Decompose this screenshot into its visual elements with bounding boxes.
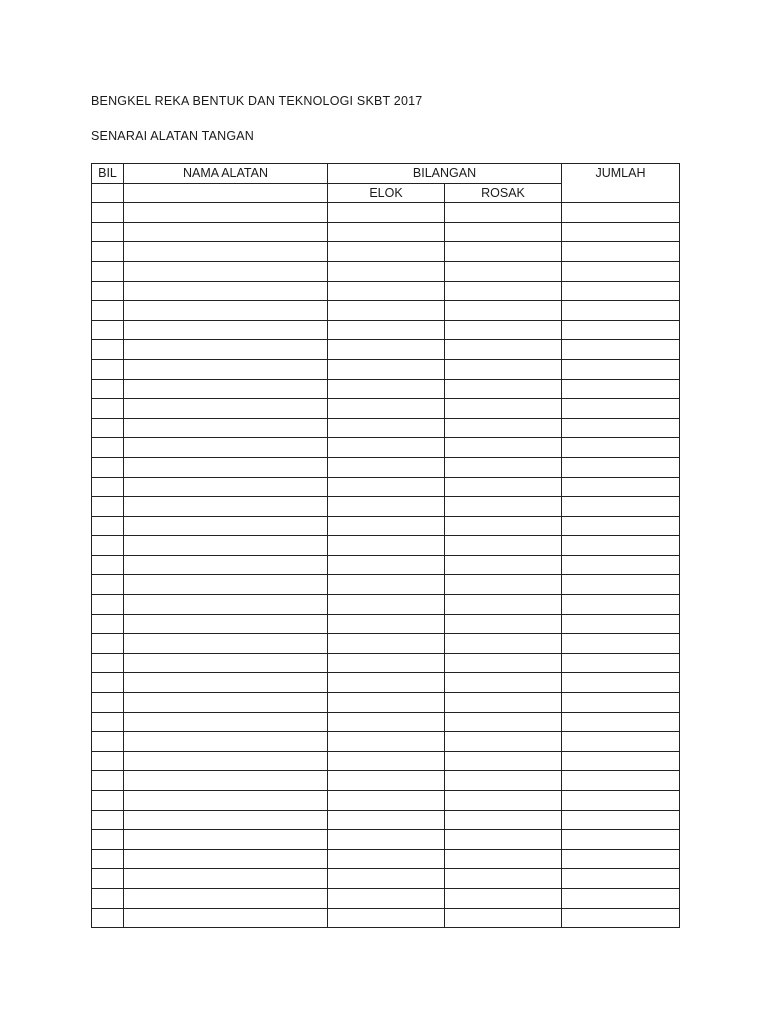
table-row — [92, 222, 680, 242]
rosak-cell — [445, 849, 562, 869]
rosak-cell — [445, 301, 562, 321]
jumlah-cell — [562, 477, 680, 497]
bil-cell — [92, 751, 124, 771]
rosak-cell — [445, 359, 562, 379]
rosak-cell — [445, 614, 562, 634]
jumlah-cell — [562, 203, 680, 223]
table-row — [92, 595, 680, 615]
table-row — [92, 477, 680, 497]
nama-alatan-cell — [124, 771, 328, 791]
table-row — [92, 614, 680, 634]
rosak-cell — [445, 222, 562, 242]
nama-alatan-cell — [124, 693, 328, 713]
rosak-cell — [445, 320, 562, 340]
bil-cell — [92, 791, 124, 811]
elok-cell — [328, 693, 445, 713]
nama-alatan-cell — [124, 830, 328, 850]
elok-cell — [328, 497, 445, 517]
elok-cell — [328, 732, 445, 752]
bil-cell — [92, 888, 124, 908]
bil-cell — [92, 575, 124, 595]
elok-cell — [328, 399, 445, 419]
table-row — [92, 340, 680, 360]
jumlah-cell — [562, 712, 680, 732]
nama-alatan-cell — [124, 516, 328, 536]
bil-cell — [92, 595, 124, 615]
jumlah-cell — [562, 693, 680, 713]
bil-cell — [92, 908, 124, 928]
table-row — [92, 497, 680, 517]
elok-cell — [328, 751, 445, 771]
table-row — [92, 457, 680, 477]
nama-alatan-cell — [124, 242, 328, 262]
elok-cell — [328, 242, 445, 262]
jumlah-cell — [562, 320, 680, 340]
rosak-cell — [445, 830, 562, 850]
bil-cell — [92, 869, 124, 889]
elok-cell — [328, 379, 445, 399]
nama-alatan-cell — [124, 399, 328, 419]
nama-alatan-cell — [124, 575, 328, 595]
table-row — [92, 379, 680, 399]
bil-cell — [92, 516, 124, 536]
rosak-cell — [445, 281, 562, 301]
elok-cell — [328, 653, 445, 673]
bil-cell — [92, 555, 124, 575]
nama-alatan-cell — [124, 457, 328, 477]
elok-cell — [328, 301, 445, 321]
elok-cell — [328, 908, 445, 928]
jumlah-cell — [562, 359, 680, 379]
nama-alatan-cell — [124, 301, 328, 321]
rosak-cell — [445, 203, 562, 223]
table-row — [92, 634, 680, 654]
table-row — [92, 242, 680, 262]
table-row — [92, 732, 680, 752]
rosak-cell — [445, 457, 562, 477]
bil-cell — [92, 712, 124, 732]
table-row — [92, 301, 680, 321]
elok-cell — [328, 457, 445, 477]
bil-cell — [92, 673, 124, 693]
elok-cell — [328, 261, 445, 281]
nama-alatan-cell — [124, 536, 328, 556]
rosak-cell — [445, 869, 562, 889]
bil-cell — [92, 340, 124, 360]
bil-cell — [92, 203, 124, 223]
elok-cell — [328, 673, 445, 693]
elok-cell — [328, 869, 445, 889]
rosak-cell — [445, 497, 562, 517]
jumlah-cell — [562, 301, 680, 321]
elok-cell — [328, 340, 445, 360]
rosak-cell — [445, 261, 562, 281]
table-row — [92, 673, 680, 693]
elok-cell — [328, 281, 445, 301]
rosak-cell — [445, 575, 562, 595]
elok-cell — [328, 418, 445, 438]
nama-alatan-cell — [124, 732, 328, 752]
nama-alatan-cell — [124, 222, 328, 242]
elok-cell — [328, 888, 445, 908]
bil-cell — [92, 771, 124, 791]
elok-cell — [328, 359, 445, 379]
elok-cell — [328, 634, 445, 654]
table-row — [92, 653, 680, 673]
jumlah-cell — [562, 634, 680, 654]
rosak-cell — [445, 810, 562, 830]
elok-cell — [328, 791, 445, 811]
rosak-cell — [445, 653, 562, 673]
nama-alatan-cell — [124, 810, 328, 830]
table-row — [92, 516, 680, 536]
bil-cell — [92, 457, 124, 477]
header-bil-blank — [92, 183, 124, 203]
elok-cell — [328, 536, 445, 556]
jumlah-cell — [562, 261, 680, 281]
nama-alatan-cell — [124, 497, 328, 517]
jumlah-cell — [562, 908, 680, 928]
rosak-cell — [445, 536, 562, 556]
bil-cell — [92, 301, 124, 321]
rosak-cell — [445, 595, 562, 615]
bil-cell — [92, 693, 124, 713]
jumlah-cell — [562, 242, 680, 262]
elok-cell — [328, 830, 445, 850]
header-nama-blank — [124, 183, 328, 203]
nama-alatan-cell — [124, 888, 328, 908]
nama-alatan-cell — [124, 555, 328, 575]
nama-alatan-cell — [124, 379, 328, 399]
nama-alatan-cell — [124, 614, 328, 634]
rosak-cell — [445, 555, 562, 575]
jumlah-cell — [562, 653, 680, 673]
rosak-cell — [445, 751, 562, 771]
header-bil: BIL — [92, 164, 124, 184]
table-row — [92, 712, 680, 732]
jumlah-cell — [562, 418, 680, 438]
bil-cell — [92, 497, 124, 517]
rosak-cell — [445, 908, 562, 928]
nama-alatan-cell — [124, 418, 328, 438]
header-bilangan: BILANGAN — [328, 164, 562, 184]
nama-alatan-cell — [124, 340, 328, 360]
rosak-cell — [445, 516, 562, 536]
bil-cell — [92, 261, 124, 281]
table-row — [92, 359, 680, 379]
rosak-cell — [445, 693, 562, 713]
nama-alatan-cell — [124, 281, 328, 301]
nama-alatan-cell — [124, 712, 328, 732]
nama-alatan-cell — [124, 653, 328, 673]
tools-table — [91, 163, 680, 928]
jumlah-cell — [562, 830, 680, 850]
table-row — [92, 771, 680, 791]
table-row — [92, 399, 680, 419]
nama-alatan-cell — [124, 673, 328, 693]
header-elok: ELOK — [328, 183, 445, 203]
rosak-cell — [445, 771, 562, 791]
nama-alatan-cell — [124, 751, 328, 771]
elok-cell — [328, 555, 445, 575]
elok-cell — [328, 595, 445, 615]
nama-alatan-cell — [124, 791, 328, 811]
nama-alatan-cell — [124, 634, 328, 654]
rosak-cell — [445, 673, 562, 693]
nama-alatan-cell — [124, 908, 328, 928]
bil-cell — [92, 320, 124, 340]
jumlah-cell — [562, 732, 680, 752]
bil-cell — [92, 418, 124, 438]
jumlah-cell — [562, 849, 680, 869]
bil-cell — [92, 242, 124, 262]
rosak-cell — [445, 340, 562, 360]
table-row — [92, 438, 680, 458]
jumlah-cell — [562, 888, 680, 908]
jumlah-cell — [562, 771, 680, 791]
header-rosak: ROSAK — [445, 183, 562, 203]
jumlah-cell — [562, 438, 680, 458]
bil-cell — [92, 830, 124, 850]
document-subtitle: SENARAI ALATAN TANGAN — [91, 129, 255, 143]
elok-cell — [328, 771, 445, 791]
elok-cell — [328, 438, 445, 458]
nama-alatan-cell — [124, 261, 328, 281]
nama-alatan-cell — [124, 477, 328, 497]
nama-alatan-cell — [124, 869, 328, 889]
jumlah-cell — [562, 575, 680, 595]
table-row — [92, 575, 680, 595]
elok-cell — [328, 477, 445, 497]
elok-cell — [328, 222, 445, 242]
elok-cell — [328, 810, 445, 830]
nama-alatan-cell — [124, 203, 328, 223]
bil-cell — [92, 634, 124, 654]
bil-cell — [92, 281, 124, 301]
table-row — [92, 203, 680, 223]
table-row — [92, 418, 680, 438]
document-title: BENGKEL REKA BENTUK DAN TEKNOLOGI SKBT 2017 — [91, 94, 423, 108]
rosak-cell — [445, 791, 562, 811]
jumlah-cell — [562, 614, 680, 634]
bil-cell — [92, 222, 124, 242]
jumlah-cell — [562, 810, 680, 830]
jumlah-cell — [562, 751, 680, 771]
elok-cell — [328, 849, 445, 869]
rosak-cell — [445, 242, 562, 262]
table-row — [92, 320, 680, 340]
bil-cell — [92, 399, 124, 419]
jumlah-cell — [562, 673, 680, 693]
rosak-cell — [445, 888, 562, 908]
jumlah-cell — [562, 555, 680, 575]
jumlah-cell — [562, 281, 680, 301]
table-row — [92, 751, 680, 771]
bil-cell — [92, 810, 124, 830]
table-row — [92, 791, 680, 811]
table-row — [92, 869, 680, 889]
table-row — [92, 261, 680, 281]
header-row-1 — [92, 164, 680, 184]
bil-cell — [92, 438, 124, 458]
bil-cell — [92, 477, 124, 497]
nama-alatan-cell — [124, 320, 328, 340]
jumlah-cell — [562, 497, 680, 517]
elok-cell — [328, 614, 445, 634]
nama-alatan-cell — [124, 438, 328, 458]
table-body — [92, 203, 680, 928]
nama-alatan-cell — [124, 849, 328, 869]
jumlah-cell — [562, 399, 680, 419]
elok-cell — [328, 575, 445, 595]
bil-cell — [92, 732, 124, 752]
nama-alatan-cell — [124, 359, 328, 379]
elok-cell — [328, 203, 445, 223]
rosak-cell — [445, 379, 562, 399]
jumlah-cell — [562, 222, 680, 242]
jumlah-cell — [562, 791, 680, 811]
bil-cell — [92, 653, 124, 673]
table-row — [92, 810, 680, 830]
jumlah-cell — [562, 516, 680, 536]
rosak-cell — [445, 399, 562, 419]
table-row — [92, 888, 680, 908]
jumlah-cell — [562, 379, 680, 399]
table-row — [92, 830, 680, 850]
rosak-cell — [445, 634, 562, 654]
jumlah-cell — [562, 536, 680, 556]
elok-cell — [328, 516, 445, 536]
table-row — [92, 555, 680, 575]
header-jumlah: JUMLAH — [562, 164, 680, 203]
jumlah-cell — [562, 340, 680, 360]
nama-alatan-cell — [124, 595, 328, 615]
table-row — [92, 908, 680, 928]
jumlah-cell — [562, 595, 680, 615]
jumlah-cell — [562, 869, 680, 889]
rosak-cell — [445, 732, 562, 752]
bil-cell — [92, 536, 124, 556]
bil-cell — [92, 614, 124, 634]
table-row — [92, 849, 680, 869]
rosak-cell — [445, 477, 562, 497]
rosak-cell — [445, 712, 562, 732]
rosak-cell — [445, 418, 562, 438]
header-nama-alatan: NAMA ALATAN — [124, 164, 328, 184]
jumlah-cell — [562, 457, 680, 477]
elok-cell — [328, 712, 445, 732]
elok-cell — [328, 320, 445, 340]
rosak-cell — [445, 438, 562, 458]
table-row — [92, 536, 680, 556]
bil-cell — [92, 849, 124, 869]
bil-cell — [92, 379, 124, 399]
table-row — [92, 693, 680, 713]
table-row — [92, 281, 680, 301]
bil-cell — [92, 359, 124, 379]
